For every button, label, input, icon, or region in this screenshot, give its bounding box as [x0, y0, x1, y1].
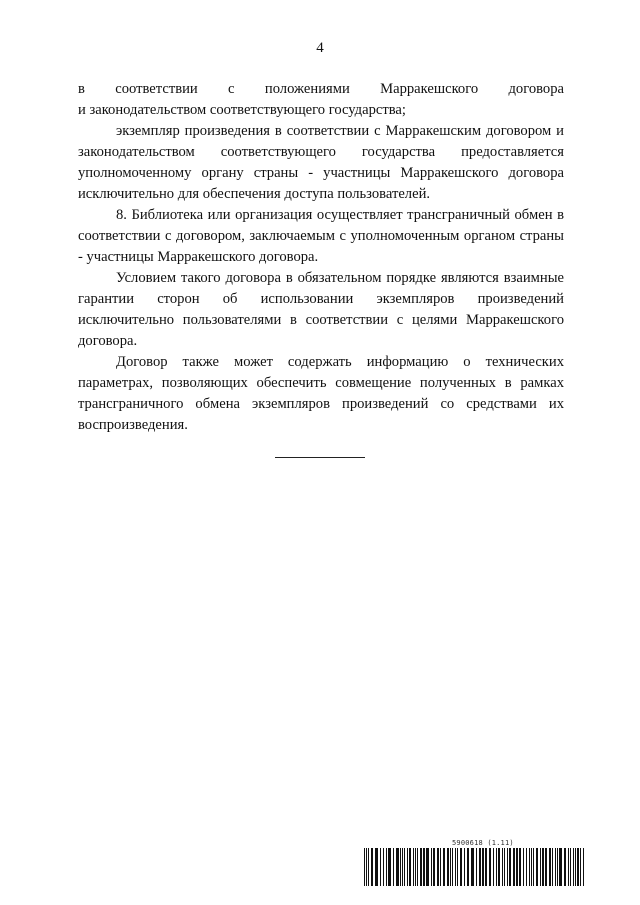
document-body [78, 79, 564, 436]
paragraph-first-line: в соответствии с положениями Марракешского договора [78, 81, 564, 97]
paragraph-copy-provision: экземпляр произведения в соответствии с Марракешским договором и законодательством соответствующего государства предоставляется уполномоченному органу страны - участницы Марракешского договора исключительно для обеспечения доступа пользователей. [78, 123, 564, 202]
barcode-image [364, 848, 586, 886]
paragraph-contract-content: Договор также может содержать информацию о технических параметрах, позволяющих обеспечить совмещение полученных в рамках трансграничного обмена экземпляров произведений со средствами их воспроизведения. [78, 354, 564, 433]
paragraph-item-8: 8. Библиотека или организация осуществляет трансграничный обмен в соответствии с договором, заключаемым с уполномоченным органом страны - участницы Марракешского договора. [78, 207, 564, 265]
end-separator-line [275, 457, 365, 458]
barcode-block [364, 839, 586, 887]
page-number: 4 [316, 40, 324, 56]
paragraph-contract-condition: Условием такого договора в обязательном порядке являются взаимные гарантии сторон об использовании экземпляров произведений исключительно пользователями в соответствии с целями Марракешского договора. [78, 270, 564, 349]
paragraph-continuation [78, 79, 564, 121]
paragraph-line: и законодательством соответствующего государства; [78, 102, 406, 118]
barcode-caption: 5900618 (1.11) [452, 839, 514, 847]
